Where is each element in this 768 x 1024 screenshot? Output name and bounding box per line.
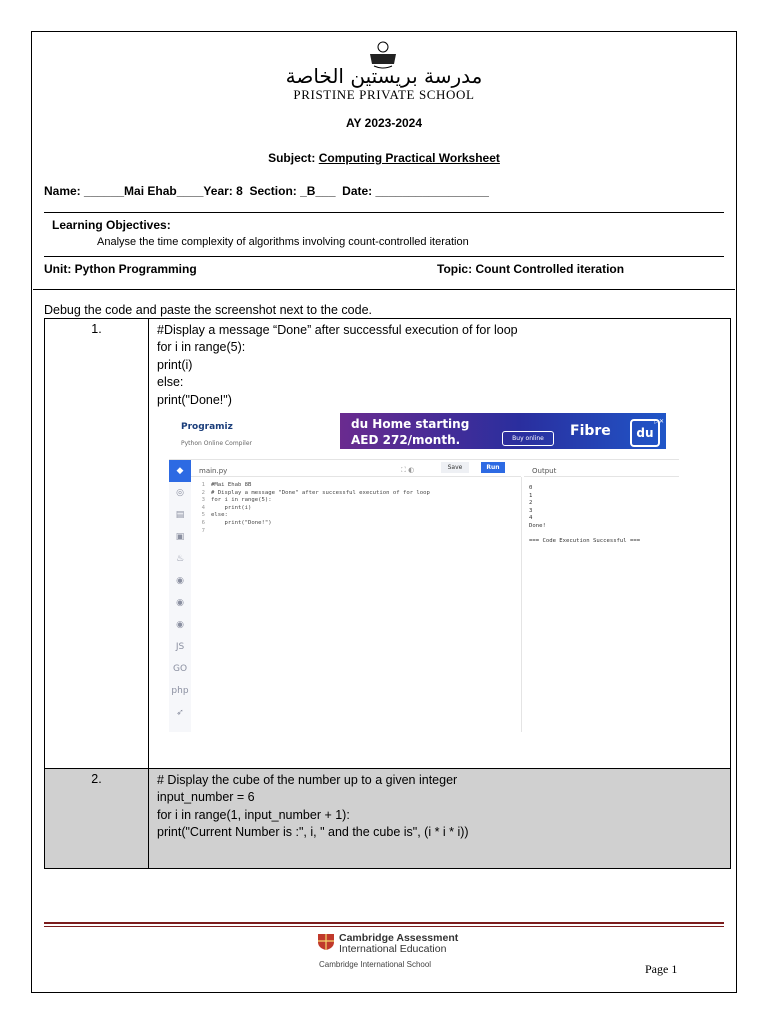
ad-buy-button: Buy online <box>502 431 554 446</box>
cambridge-shield-icon <box>317 933 335 951</box>
ad-line2: AED 272/month. <box>351 433 461 448</box>
output-line: 1 <box>529 492 533 499</box>
instruction: Debug the code and paste the screenshot next to the code. <box>44 303 373 317</box>
ad-line1: du Home starting <box>351 417 470 432</box>
line-number: 2 <box>201 489 205 496</box>
header-box <box>33 33 735 290</box>
code-line: print("Current Number is :", i, " and the cube is", (i * i * i)) <box>157 825 469 840</box>
question-body <box>149 319 731 769</box>
cpp-icon: ◉ <box>176 576 184 587</box>
code-line: else: <box>157 375 184 390</box>
ad-brand: Fibre <box>570 423 611 440</box>
editor-line <box>191 485 521 496</box>
output-panel <box>529 480 679 545</box>
line-number: 5 <box>201 512 205 519</box>
line-text: else: <box>211 512 228 519</box>
editor-line <box>191 477 521 489</box>
code-editor <box>191 477 522 732</box>
output-title: Output <box>532 467 557 476</box>
sql-icon: ▤ <box>175 510 185 521</box>
output-line: 4 <box>529 515 533 522</box>
editor-line <box>191 504 521 519</box>
line-number: 3 <box>201 497 205 504</box>
output-line: 3 <box>529 507 533 514</box>
file-tab: main.py <box>199 467 228 476</box>
topic-label: Topic: Count Controlled iteration <box>437 262 625 276</box>
java-icon: ♨ <box>175 554 185 565</box>
screenshot-header <box>169 413 679 453</box>
code-line: print(i) <box>157 357 193 372</box>
save-button: Save <box>441 462 469 473</box>
du-logo-icon: du <box>630 419 660 447</box>
cambridge-line2: International Education <box>339 943 447 955</box>
question-row <box>45 769 731 869</box>
code-line: print("Done!") <box>157 392 232 407</box>
swift-icon: ➶ <box>176 708 184 719</box>
code-line: for i in range(5): <box>157 340 246 355</box>
line-text: #Mai Ehab 8B <box>211 482 252 489</box>
ide-area <box>169 459 679 732</box>
question-row <box>45 319 731 769</box>
student-info-line: Name: ______Mai Ehab____Year: 8 Section: _B___ Date: _________________ <box>44 184 489 198</box>
go-icon: GO <box>172 664 188 675</box>
programiz-logo: Programiz <box>181 422 233 433</box>
learning-objectives-text: Analyse the time complexity of algorithms involving count-controlled iteration <box>97 236 469 248</box>
c-lang-icon: ◉ <box>176 620 184 631</box>
c-icon: ▣ <box>175 532 185 543</box>
brand-subtitle: Python Online Compiler <box>181 440 252 448</box>
ad-banner <box>340 413 666 449</box>
compiler-screenshot <box>169 413 679 733</box>
code-line: for i in range(1, input_number + 1): <box>157 807 350 822</box>
run-button: Run <box>481 462 505 473</box>
code-line: input_number = 6 <box>157 790 255 805</box>
fullscreen-theme-icons: ⛶ ◐ <box>401 466 415 475</box>
question-table <box>44 318 731 869</box>
line-number: 7 <box>201 527 205 534</box>
code-line: # Display the cube of the number up to a given integer <box>157 773 458 787</box>
code-line: #Display a message “Done” after successful execution of for loop <box>157 323 518 337</box>
cambridge-line1: Cambridge Assessment <box>339 932 459 944</box>
output-line: === Code Execution Successful === <box>529 538 641 545</box>
footer-rule <box>44 922 724 924</box>
output-line: 2 <box>529 500 533 507</box>
learning-objectives-title: Learning Objectives: <box>52 218 171 232</box>
school-name-arabic: مدرسة بريستين الخاصة <box>285 64 483 88</box>
ad-close-icon: ▷✕ <box>654 418 664 426</box>
output-header <box>524 460 679 477</box>
unit-label: Unit: Python Programming <box>44 262 197 276</box>
line-text: print("Done!") <box>211 520 272 526</box>
php-icon: php <box>171 686 189 697</box>
line-text: for i in range(5): <box>211 497 272 504</box>
line-number: 4 <box>201 504 205 511</box>
csharp-icon: ◉ <box>176 598 184 609</box>
line-text: # Display a message "Done" after successful execution of for loop <box>211 489 430 496</box>
school-name-english: PRISTINE PRIVATE SCHOOL <box>293 87 475 102</box>
editor-line <box>191 489 521 504</box>
subject-label: Subject: <box>268 151 319 165</box>
question-number: 2. <box>45 769 149 869</box>
js-icon: JS <box>175 642 185 653</box>
output-line <box>529 526 679 534</box>
python-icon: ◆ <box>169 460 191 482</box>
question-body <box>149 769 731 869</box>
editor-line <box>191 523 521 534</box>
line-number: 1 <box>201 482 205 489</box>
editor-line <box>191 500 521 511</box>
ide-sidebar <box>169 460 191 732</box>
question-number: 1. <box>45 319 149 769</box>
page-number: Page 1 <box>645 962 678 976</box>
output-line: 0 <box>529 485 533 492</box>
editor-header <box>191 460 521 477</box>
cambridge-line3: Cambridge International School <box>319 960 432 969</box>
footer-rule <box>44 926 724 927</box>
academic-year: AY 2023-2024 <box>345 116 423 130</box>
subject-value: Computing Practical Worksheet <box>318 151 500 165</box>
line-number: 6 <box>201 520 205 526</box>
line-text: print(i) <box>211 504 252 511</box>
output-line: Done! <box>529 523 546 529</box>
editor-line <box>191 515 521 526</box>
r-icon: ◎ <box>176 488 184 499</box>
